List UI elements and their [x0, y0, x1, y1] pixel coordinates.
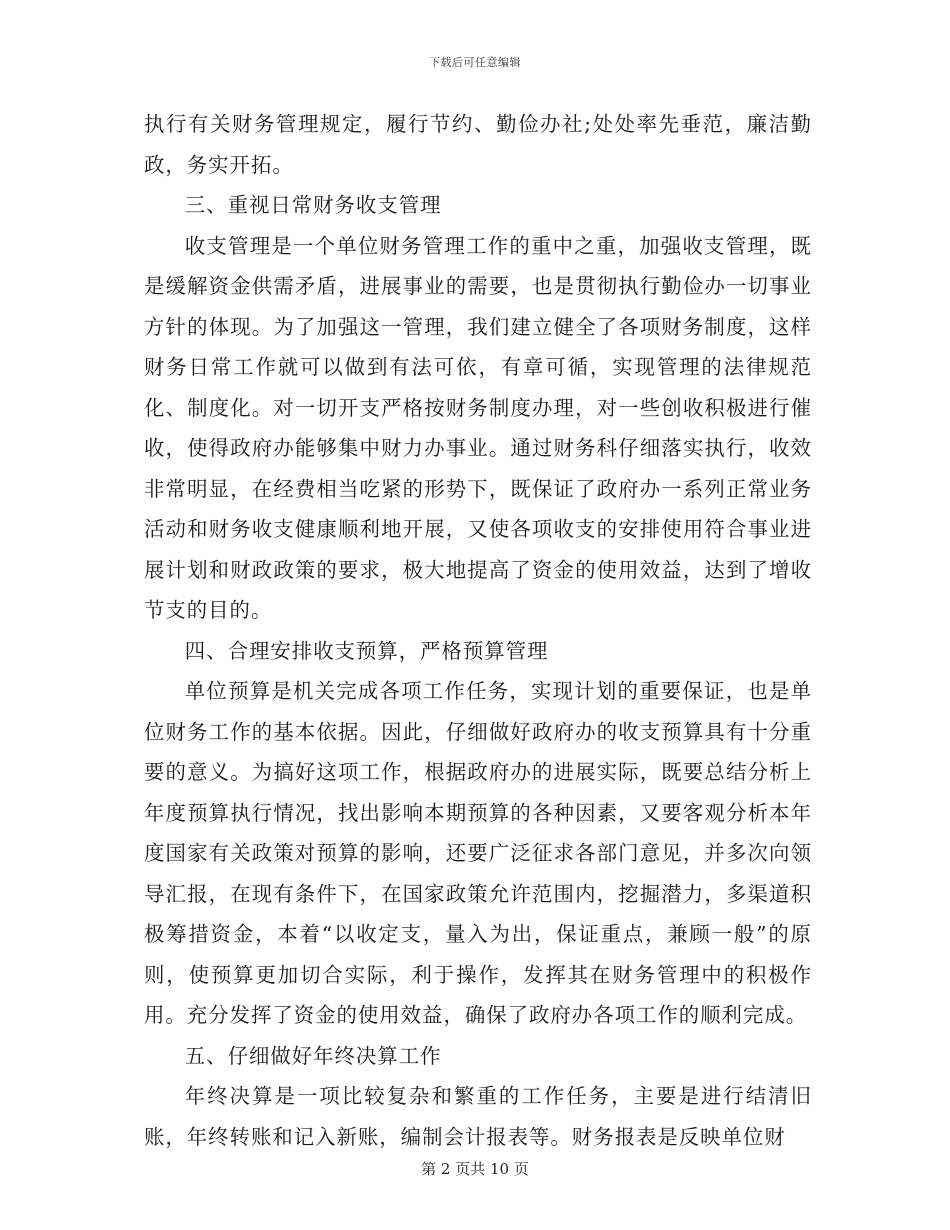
paragraph-income-expense: 收支管理是一个单位财务管理工作的重中之重，加强收支管理，既是缓解资金供需矛盾，进展事业的需要，也是贯彻执行勤俭办一切事业方针的体现。为了加强这一管理，我们建立健全了各项财务制度，这样财务日常工作就可以做到有法可依，有章可循，实现管理的法律规范化、制度化。对一切开支严格按财务制度办理，对一些创收积极进行催收，使得政府办能够集中财力办事业。通过财务科仔细落实执行，收效非常明显，在经费相当吃紧的形势下，既保证了政府办一系列正常业务活动和财务收支健康顺利地开展，又使各项收支的安排使用符合事业进展计划和财政政策的要求，极大地提高了资金的使用效益，达到了增收节支的目的。 — [144, 233, 812, 622]
section-heading-5: 五、仔细做好年终决算工作 — [184, 1043, 442, 1068]
paragraph-year-end: 年终决算是一项比较复杂和繁重的工作任务，主要是进行结清旧账，年终转账和记入新账，编制会计报表等。财务报表是反映单位财 — [144, 1084, 812, 1149]
page-header: 下载后可任意编辑 — [429, 56, 521, 69]
section-heading-3: 三、重视日常财务收支管理 — [184, 193, 442, 217]
document-body — [144, 104, 812, 1157]
paragraph-continuation: 执行有关财务管理规定，履行节约、勤俭办社;处处率先垂范，廉洁勤政，务实开拓。 — [144, 112, 812, 177]
section-heading-4: 四、合理安排收支预算，严格预算管理 — [184, 638, 549, 663]
paragraph-budget: 单位预算是机关完成各项工作任务，实现计划的重要保证，也是单位财务工作的基本依据。因此，仔细做好政府办的收支预算具有十分重要的意义。为搞好这项工作，根据政府办的进展实际，既要总结分析上年度预算执行情况，找出影响本期预算的各种因素，又要客观分析本年度国家有关政策对预算的影响，还要广泛征求各部门意见，并多次向领导汇报，在现有条件下，在国家政策允许范围内，挖掘潜力，多渠道积极筹措资金，本着“以收定支，量入为出，保证重点，兼顾一般”的原则，使预算更加切合实际，利于操作，发挥其在财务管理中的积极作用。充分发挥了资金的使用效益，确保了政府办各项工作的顺利完成。 — [144, 679, 812, 1027]
page-footer: 第 2 页共 10 页 — [421, 1160, 529, 1178]
